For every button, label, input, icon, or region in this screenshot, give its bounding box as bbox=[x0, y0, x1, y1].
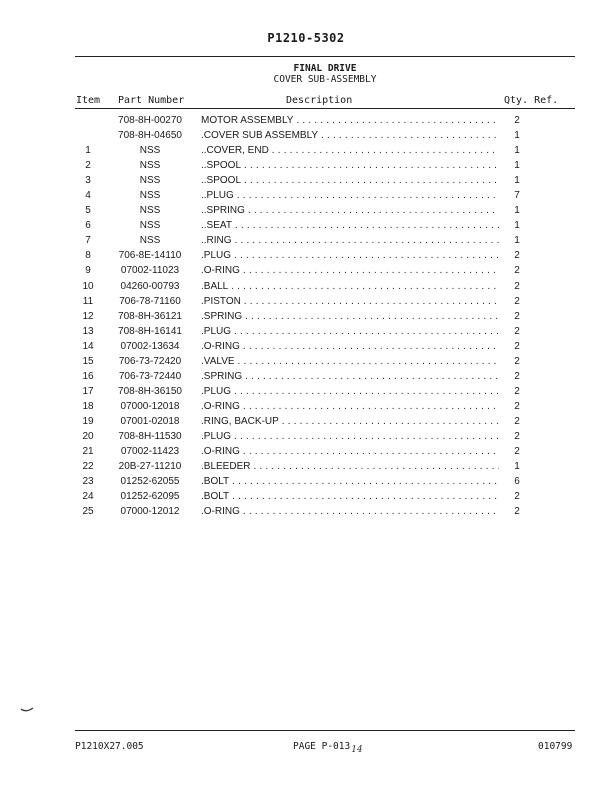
table-row bbox=[0, 203, 612, 218]
part-number: 708-8H-11530 bbox=[118, 430, 182, 442]
part-number: 07002-11423 bbox=[120, 446, 180, 458]
description: ..PLUG . . . bbox=[201, 188, 499, 203]
description: .BALL . . . bbox=[201, 279, 499, 294]
item-number: 12 bbox=[82, 310, 94, 322]
part-number: 01252-62095 bbox=[120, 491, 180, 503]
part-number: NSS bbox=[139, 220, 161, 232]
description: ..RING . . . bbox=[201, 233, 499, 248]
item-number: 9 bbox=[85, 265, 91, 277]
part-number: 07002-11023 bbox=[120, 265, 180, 277]
table-row bbox=[0, 294, 612, 309]
top-rule bbox=[75, 56, 575, 57]
quantity: 2 bbox=[514, 415, 520, 427]
section-title: FINAL DRIVE bbox=[293, 63, 357, 74]
item-number: 2 bbox=[85, 160, 91, 172]
description: .O-RING . . . bbox=[201, 444, 499, 459]
table-row bbox=[0, 474, 612, 489]
description: .O-RING . . . bbox=[201, 263, 499, 278]
footer-date-code: 010799 bbox=[538, 741, 573, 752]
item-number: 4 bbox=[85, 190, 91, 202]
item-number: 16 bbox=[82, 370, 94, 382]
footer-rule bbox=[75, 730, 575, 731]
part-number: 706-8E-14110 bbox=[118, 250, 182, 262]
part-number: 706-73-72440 bbox=[118, 370, 182, 382]
description: ..SPRING . . . bbox=[201, 203, 499, 218]
item-number: 1 bbox=[85, 145, 91, 157]
quantity: 2 bbox=[514, 115, 520, 126]
item-number: 18 bbox=[82, 400, 94, 412]
description: .COVER SUB ASSEMBLY . . . bbox=[201, 128, 499, 143]
quantity: 2 bbox=[514, 430, 520, 442]
quantity: 2 bbox=[514, 325, 520, 337]
table-row bbox=[0, 369, 612, 384]
table-row bbox=[0, 504, 612, 519]
quantity: 2 bbox=[514, 295, 520, 307]
quantity: 1 bbox=[514, 160, 520, 172]
table-row bbox=[0, 263, 612, 278]
table-row bbox=[0, 128, 612, 143]
part-number: NSS bbox=[139, 205, 161, 217]
part-number: NSS bbox=[139, 190, 161, 202]
description: .BLEEDER . . . bbox=[201, 459, 499, 474]
part-number: 708-8H-00270 bbox=[118, 115, 182, 126]
item-number: 23 bbox=[82, 476, 94, 488]
part-number: 07002-13634 bbox=[120, 340, 180, 352]
description: .SPRING . . . bbox=[201, 309, 499, 324]
description: ..SPOOL . . . bbox=[201, 158, 499, 173]
item-number: 13 bbox=[82, 325, 94, 337]
description: .SPRING . . . bbox=[201, 369, 499, 384]
description: .PLUG . . . bbox=[201, 324, 499, 339]
table-row bbox=[0, 324, 612, 339]
description: .VALVE . . . bbox=[201, 354, 499, 369]
part-number: 708-8H-36150 bbox=[118, 385, 182, 397]
quantity: 6 bbox=[514, 476, 520, 488]
part-number: 708-8H-16141 bbox=[118, 325, 182, 337]
table-row bbox=[0, 158, 612, 173]
table-row bbox=[0, 143, 612, 158]
header-rule bbox=[75, 108, 575, 109]
item-number: 11 bbox=[82, 295, 94, 307]
quantity: 2 bbox=[514, 370, 520, 382]
item-number: 21 bbox=[82, 446, 94, 458]
description: .O-RING . . . bbox=[201, 399, 499, 414]
quantity: 2 bbox=[514, 310, 520, 322]
description: ..SEAT . . . bbox=[201, 218, 499, 233]
column-header-qty-ref: Qty. Ref. bbox=[504, 95, 559, 106]
quantity: 2 bbox=[514, 250, 520, 262]
item-number: 20 bbox=[82, 430, 94, 442]
item-number: 25 bbox=[82, 506, 94, 518]
column-header-part-number: Part Number bbox=[118, 95, 185, 106]
part-number: NSS bbox=[139, 235, 161, 247]
quantity: 2 bbox=[514, 265, 520, 277]
part-number: 07000-12012 bbox=[120, 506, 180, 518]
page-label: PAGE P-013 bbox=[293, 741, 351, 752]
description: .PLUG . . . bbox=[201, 429, 499, 444]
table-row bbox=[0, 444, 612, 459]
table-row bbox=[0, 233, 612, 248]
part-number: 706-73-72420 bbox=[118, 355, 182, 367]
quantity: 1 bbox=[514, 175, 520, 187]
quantity: 2 bbox=[514, 491, 520, 503]
description: .BOLT . . . bbox=[201, 489, 499, 504]
column-header-description: Description bbox=[286, 95, 353, 106]
description: ..COVER, END . . . bbox=[201, 143, 499, 158]
item-number: 14 bbox=[82, 340, 94, 352]
footer-page-number bbox=[293, 741, 363, 755]
description: .BOLT . . . bbox=[201, 474, 499, 489]
item-number: 22 bbox=[82, 461, 94, 473]
item-number: 17 bbox=[82, 385, 94, 397]
table-row bbox=[0, 384, 612, 399]
column-header-item: Item bbox=[76, 95, 101, 106]
description: .PLUG . . . bbox=[201, 384, 499, 399]
item-number: 8 bbox=[85, 250, 91, 262]
table-row bbox=[0, 279, 612, 294]
section-subtitle: COVER SUB-ASSEMBLY bbox=[273, 74, 377, 85]
quantity: 2 bbox=[514, 506, 520, 518]
quantity: 2 bbox=[514, 355, 520, 367]
footer-file-code: P1210X27.005 bbox=[75, 741, 144, 752]
quantity: 1 bbox=[514, 461, 520, 473]
description: ..SPOOL . . . bbox=[201, 173, 499, 188]
item-number: 6 bbox=[85, 220, 91, 232]
quantity: 1 bbox=[514, 235, 520, 247]
part-number: 01252-62055 bbox=[120, 476, 180, 488]
part-number: NSS bbox=[139, 160, 161, 172]
table-row bbox=[0, 354, 612, 369]
description: .PISTON . . . bbox=[201, 294, 499, 309]
quantity: 2 bbox=[514, 385, 520, 397]
description: .PLUG . . . bbox=[201, 248, 499, 263]
table-row bbox=[0, 489, 612, 504]
table-row bbox=[0, 429, 612, 444]
quantity: 2 bbox=[514, 280, 520, 292]
quantity: 1 bbox=[514, 220, 520, 232]
parts-list bbox=[0, 113, 612, 519]
item-number: 24 bbox=[82, 491, 94, 503]
item-number: 5 bbox=[85, 205, 91, 217]
part-number: 07000-12018 bbox=[120, 400, 180, 412]
item-number: 15 bbox=[82, 355, 94, 367]
table-row bbox=[0, 218, 612, 233]
part-number: NSS bbox=[139, 175, 161, 187]
table-row bbox=[0, 399, 612, 414]
table-row bbox=[0, 339, 612, 354]
table-row bbox=[0, 248, 612, 263]
part-number: 04260-00793 bbox=[120, 280, 180, 292]
quantity: 2 bbox=[514, 400, 520, 412]
description: MOTOR ASSEMBLY . . . bbox=[201, 113, 499, 128]
description: .O-RING . . . bbox=[201, 504, 499, 519]
item-number: 3 bbox=[85, 175, 91, 187]
item-number: 10 bbox=[82, 280, 94, 292]
part-number: NSS bbox=[139, 145, 161, 157]
quantity: 7 bbox=[514, 190, 520, 202]
table-row bbox=[0, 459, 612, 474]
quantity: 1 bbox=[514, 205, 520, 217]
table-row bbox=[0, 113, 612, 128]
quantity: 2 bbox=[514, 446, 520, 458]
part-number: 708-8H-36121 bbox=[118, 310, 182, 322]
item-number: 7 bbox=[85, 235, 91, 247]
table-row bbox=[0, 309, 612, 324]
quantity: 1 bbox=[514, 145, 520, 157]
table-row bbox=[0, 173, 612, 188]
document-id: P1210-5302 bbox=[267, 31, 345, 45]
description: .RING, BACK-UP . . . bbox=[201, 414, 499, 429]
table-row bbox=[0, 414, 612, 429]
description: .O-RING . . . bbox=[201, 339, 499, 354]
item-number: 19 bbox=[82, 415, 94, 427]
part-number: 708-8H-04650 bbox=[118, 130, 182, 142]
quantity: 1 bbox=[514, 130, 520, 142]
quantity: 2 bbox=[514, 340, 520, 352]
part-number: 706-78-71160 bbox=[119, 295, 181, 307]
part-number: 20B-27-11210 bbox=[118, 461, 182, 473]
pen-mark-icon bbox=[20, 707, 34, 713]
part-number: 07001-02018 bbox=[120, 415, 180, 427]
table-row bbox=[0, 188, 612, 203]
handwritten-page-number: 14 bbox=[351, 745, 363, 755]
